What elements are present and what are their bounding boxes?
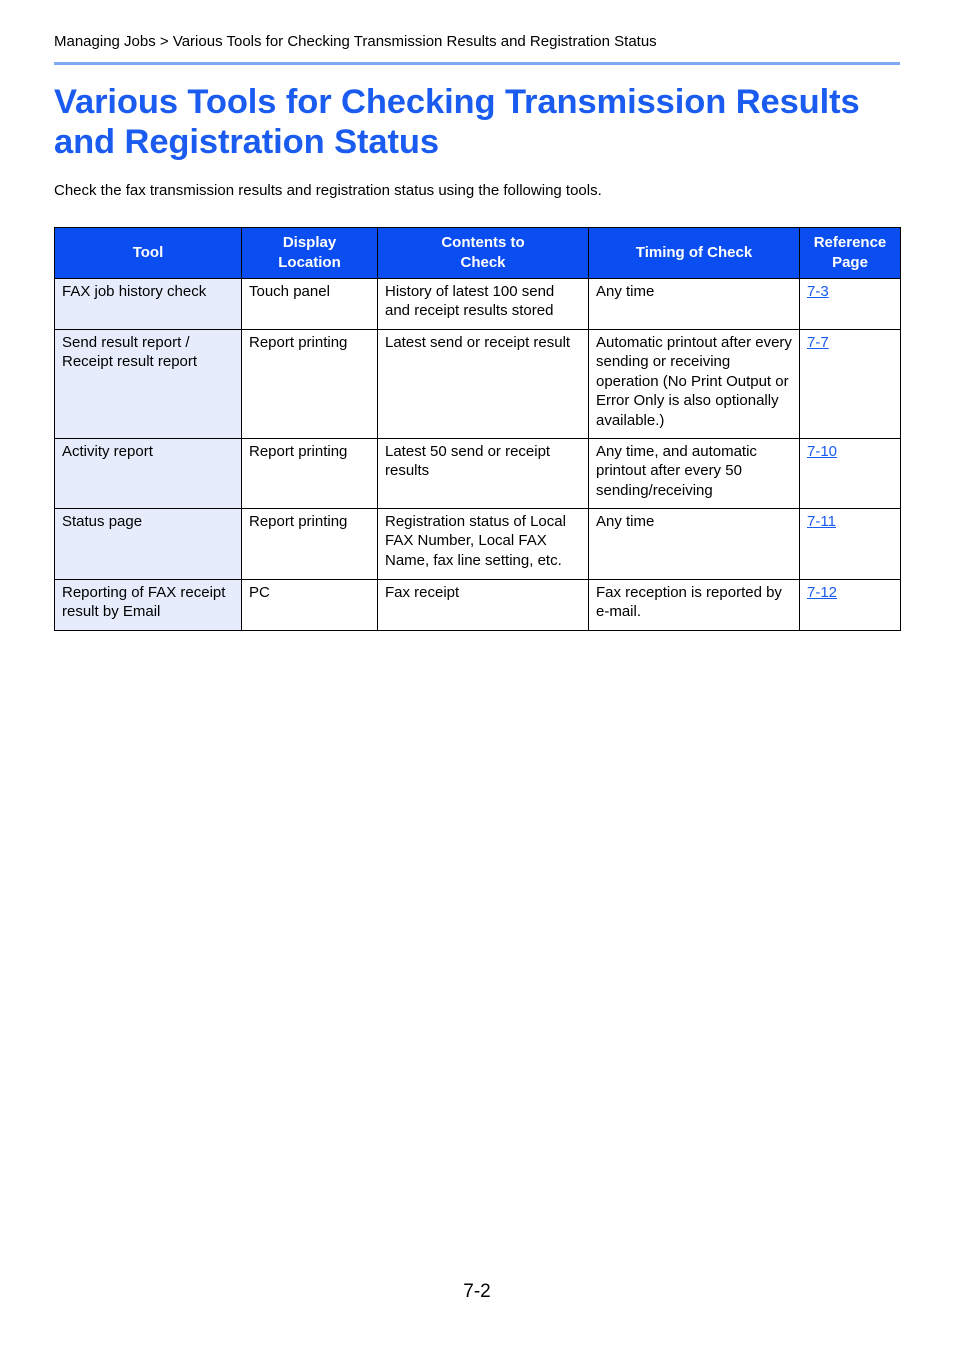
contents-cell: Latest send or receipt result <box>378 330 589 439</box>
reference-cell <box>800 439 901 509</box>
table-row <box>55 439 901 509</box>
intro-text: Check the fax transmission results and registration status using the following tools. <box>54 182 602 199</box>
column-header-tool: Tool <box>55 228 242 279</box>
table-row <box>55 580 901 631</box>
reference-link[interactable]: 7-7 <box>807 334 829 351</box>
display-location-cell: Report printing <box>242 330 378 439</box>
header-divider <box>54 62 900 65</box>
timing-cell: Any time <box>589 509 800 580</box>
display-location-cell: PC <box>242 580 378 631</box>
reference-cell <box>800 330 901 439</box>
contents-cell: Latest 50 send or receipt results <box>378 439 589 509</box>
reference-cell <box>800 580 901 631</box>
column-header-display-location: Display Location <box>242 228 378 279</box>
reference-link[interactable]: 7-10 <box>807 443 838 460</box>
timing-cell: Fax reception is reported by e-mail. <box>589 580 800 631</box>
page-title: Various Tools for Checking Transmission Results and Registration Status <box>54 83 860 161</box>
reference-cell <box>800 279 901 330</box>
tool-cell: Reporting of FAX receipt result by Email <box>55 580 242 631</box>
timing-cell: Any time <box>589 279 800 330</box>
table-header-row <box>55 228 901 279</box>
timing-cell: Any time, and automatic printout after every 50 sending/receiving <box>589 439 800 509</box>
reference-link[interactable]: 7-3 <box>807 283 829 300</box>
table-row <box>55 279 901 330</box>
column-header-contents: Contents to Check <box>378 228 589 279</box>
table-row <box>55 330 901 439</box>
contents-cell: Registration status of Local FAX Number, Local FAX Name, fax line setting, etc. <box>378 509 589 580</box>
table-row <box>55 509 901 580</box>
breadcrumb: Managing Jobs > Various Tools for Checking Transmission Results and Registration Status <box>54 33 657 50</box>
display-location-cell: Report printing <box>242 439 378 509</box>
tool-cell: FAX job history check <box>55 279 242 330</box>
tools-table <box>54 227 901 631</box>
display-location-cell: Touch panel <box>242 279 378 330</box>
tool-cell: Status page <box>55 509 242 580</box>
column-header-reference: Reference Page <box>800 228 901 279</box>
display-location-cell: Report printing <box>242 509 378 580</box>
reference-link[interactable]: 7-11 <box>807 513 836 530</box>
tool-cell: Activity report <box>55 439 242 509</box>
contents-cell: History of latest 100 send and receipt results stored <box>378 279 589 330</box>
reference-link[interactable]: 7-12 <box>807 584 838 601</box>
reference-cell <box>800 509 901 580</box>
page-number: 7-2 <box>463 1281 491 1302</box>
timing-cell: Automatic printout after every sending or receiving operation (No Print Output or Error Only is also optionally available.) <box>589 330 800 439</box>
tool-cell: Send result report / Receipt result report <box>55 330 242 439</box>
contents-cell: Fax receipt <box>378 580 589 631</box>
column-header-timing: Timing of Check <box>589 228 800 279</box>
